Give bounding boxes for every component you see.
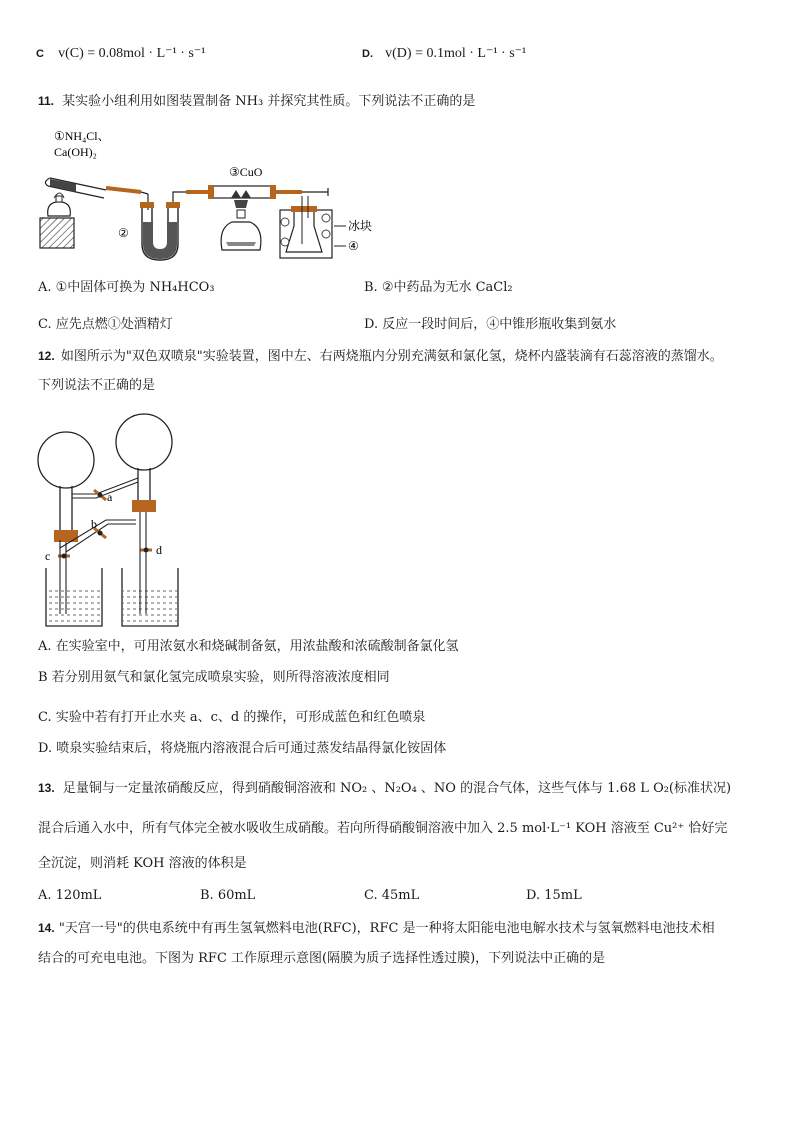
q11-option-d: D. 反应一段时间后，④中锥形瓶收集到氨水 xyxy=(364,317,617,332)
q10-option-d xyxy=(362,45,526,63)
q14-number: 14. xyxy=(38,921,55,935)
q10-option-c xyxy=(36,45,205,63)
q12-fig-label-b: b xyxy=(91,517,97,531)
q11-stem-text: 某实验小组利用如图装置制备 NH₃ 并探究其性质。下列说法不正确的是 xyxy=(62,94,476,109)
test-tube xyxy=(45,178,148,198)
q11-fig-label-cuo: ③CuO xyxy=(229,165,263,179)
q13-line3: 全沉淀，则消耗 KOH 溶液的体积是 xyxy=(38,856,247,871)
q11-option-c: C. 应先点燃①处酒精灯 xyxy=(38,317,173,332)
q10-option-d-text: v(D) = 0.1mol · L⁻¹ · s⁻¹ xyxy=(385,46,527,61)
q13-number: 13. xyxy=(38,781,55,795)
q11-fig-label-flask: ④ xyxy=(348,239,359,253)
alcohol-lamp-2 xyxy=(221,210,261,250)
u-tube xyxy=(140,202,180,260)
q11-fig-label-caoh2: Ca(OH)₂ xyxy=(54,145,97,159)
q12-stem-line2: 下列说法不正确的是 xyxy=(38,378,156,393)
q10-option-d-letter: D. xyxy=(362,48,373,60)
q13-option-b: B. 60mL xyxy=(200,888,256,903)
q14-line1 xyxy=(38,919,715,938)
q11-option-a: A. ①中固体可换为 NH₄HCO₃ xyxy=(38,280,215,295)
stand-block xyxy=(40,218,74,248)
right-beaker xyxy=(122,512,178,626)
q11-option-b: B. ②中药品为无水 CaCl₂ xyxy=(364,280,513,295)
q14-line2: 结合的可充电电池。下图为 RFC 工作原理示意图(隔膜为质子选择性透过膜)，下列说法中正确的是 xyxy=(38,951,606,966)
alcohol-lamp-1 xyxy=(48,193,71,216)
q12-stem-line1 xyxy=(38,347,723,366)
q14-line1-text: "天宫一号"的供电系统中有再生氢氧燃料电池(RFC)，RFC 是一种将太阳能电池电解水技术与氢氧燃料电池技术相 xyxy=(58,921,715,936)
q12-option-c: C. 实验中若有打开止水夹 a、c、d 的操作，可形成蓝色和红色喷泉 xyxy=(38,710,426,725)
q12-fig-label-a: a xyxy=(107,490,113,504)
left-beaker xyxy=(46,544,102,626)
q12-option-b: B 若分别用氨气和氯化氢完成喷泉实验，则所得溶液浓度相同 xyxy=(38,670,390,685)
q12-fig-label-c: c xyxy=(45,549,51,563)
q11-fig-label-ice: 冰块 xyxy=(348,219,373,233)
q11-fig-label-reagents: ①NH₄Cl、 xyxy=(54,129,110,143)
q12-fig-label-d: d xyxy=(156,543,162,557)
q10-option-c-text: v(C) = 0.08mol · L⁻¹ · s⁻¹ xyxy=(58,46,206,61)
q13-option-c: C. 45mL xyxy=(364,888,420,903)
q12-stem-text: 如图所示为"双色双喷泉"实验装置，图中左、右两烧瓶内分别充满氨和氯化氢，烧杯内盛装滴有石蕊溶液的蒸馏水。 xyxy=(60,349,723,364)
q10-option-c-letter: C xyxy=(36,48,44,60)
q13-line1 xyxy=(38,779,731,798)
left-flask xyxy=(38,432,94,542)
ice-bath-beaker xyxy=(280,196,332,258)
q13-option-a: A. 120mL xyxy=(38,888,102,903)
q12-fountain-figure xyxy=(36,408,206,630)
q12-option-a: A. 在实验室中，可用浓氨水和烧碱制备氨，用浓盐酸和浓硫酸制备氯化氢 xyxy=(38,639,459,654)
q11-apparatus-figure xyxy=(36,126,376,266)
right-flask xyxy=(116,414,172,512)
q13-line1-text: 足量铜与一定量浓硝酸反应，得到硝酸铜溶液和 NO₂ 、N₂O₄ 、NO 的混合气体，这些气体与 1.68 L O₂(标准状况) xyxy=(62,781,732,796)
q11-number: 11. xyxy=(38,94,55,108)
cuo-tube xyxy=(208,185,276,208)
q12-number: 12. xyxy=(38,349,55,363)
q11-fig-label-u-tube: ② xyxy=(118,226,129,240)
q12-option-d: D. 喷泉实验结束后，将烧瓶内溶液混合后可通过蒸发结晶得氯化铵固体 xyxy=(38,741,447,756)
q13-option-d: D. 15mL xyxy=(526,888,582,903)
q11-stem xyxy=(38,92,475,111)
q13-line2: 混合后通入水中，所有气体完全被水吸收生成硝酸。若向所得硝酸铜溶液中加入 2.5 mol·L⁻¹ KOH 溶液至 Cu²⁺ 恰好完 xyxy=(38,821,728,836)
